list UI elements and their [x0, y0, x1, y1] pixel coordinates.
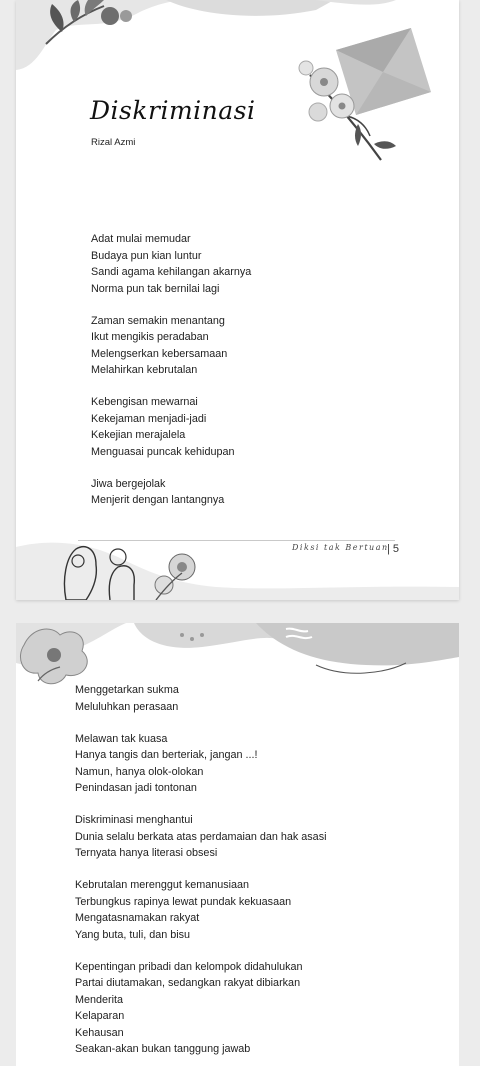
poem-line: Kehausan: [75, 1026, 124, 1039]
poem-line: Menjerit dengan lantangnya: [91, 494, 225, 506]
stanza: [75, 812, 327, 862]
poem-line: Ikut mengikis peradaban: [91, 331, 209, 343]
page-number: | 5: [387, 543, 400, 555]
book-title-footer: Diksi tak Bertuan: [292, 543, 389, 552]
poem-page-1: [16, 0, 459, 600]
poem-body-page-1: [91, 231, 251, 524]
poem-line: Kepentingan pribadi dan kelompok didahulukan: [75, 960, 303, 973]
poem-page-2: [16, 623, 459, 1066]
poem-line: Adat mulai memudar: [91, 233, 191, 245]
stanza: [91, 313, 251, 379]
poem-line: Hanya tangis dan berteriak, jangan ...!: [75, 749, 258, 761]
poem-line: Ternyata hanya literasi obsesi: [75, 847, 218, 859]
poem-line: Seakan-akan bukan tanggung jawab: [75, 1043, 251, 1055]
bottom-people-flower-decoration: [16, 527, 459, 600]
poem-line: Budaya pun kian luntur: [91, 249, 202, 262]
poem-line: Jiwa bergejolak: [91, 477, 166, 490]
poem-line: Menderita: [75, 993, 124, 1006]
poem-line: Sandi agama kehilangan akarnya: [91, 266, 252, 278]
stanza: [91, 231, 251, 297]
stanza: [91, 476, 251, 509]
poem-line: Menguasai puncak kehidupan: [91, 445, 235, 458]
poem-body-page-2: [75, 682, 327, 1066]
poem-line: Penindasan jadi tontonan: [75, 782, 197, 794]
poem-line: Menggetarkan sukma: [75, 684, 179, 696]
poem-line: Norma pun tak bernilai lagi: [91, 282, 220, 295]
poem-line: Partai diutamakan, sedangkan rakyat dibiarkan: [75, 977, 301, 989]
poem-line: Diskriminasi menghantui: [75, 814, 193, 826]
stanza: [75, 731, 327, 797]
poem-title: Diskriminasi: [90, 96, 256, 125]
poem-line: Dunia selalu berkata atas perdamaian dan hak asasi: [75, 830, 327, 843]
poem-line: Kelaparan: [75, 1010, 125, 1022]
poem-line: Melawan tak kuasa: [75, 732, 168, 745]
stanza: [75, 877, 327, 943]
poem-line: Kekejaman menjadi-jadi: [91, 412, 207, 425]
poem-line: Meluluhkan perasaan: [75, 700, 179, 713]
author-name: Rizal Azmi: [91, 137, 136, 148]
poem-line: Kekejian merajalela: [91, 429, 186, 441]
poem-line: Namun, hanya olok-olokan: [75, 765, 204, 778]
envelope-flower-illustration: [286, 20, 446, 180]
poem-line: Kebengisan mewarnai: [91, 396, 198, 408]
footer-divider: [78, 540, 395, 541]
poem-line: Mengatasnamakan rakyat: [75, 912, 200, 924]
poem-line: Melengserkan kebersamaan: [91, 347, 228, 360]
stanza: [75, 959, 327, 1058]
poem-line: Yang buta, tuli, dan bisu: [75, 928, 191, 941]
stanza: [91, 394, 251, 460]
poem-line: Terbungkus rapinya lewat pundak kekuasaan: [75, 895, 292, 908]
stanza: [75, 682, 327, 715]
poem-line: Zaman semakin menantang: [91, 314, 225, 327]
poem-line: Kebrutalan merenggut kemanusiaan: [75, 879, 250, 891]
poem-line: Melahirkan kebrutalan: [91, 364, 198, 376]
